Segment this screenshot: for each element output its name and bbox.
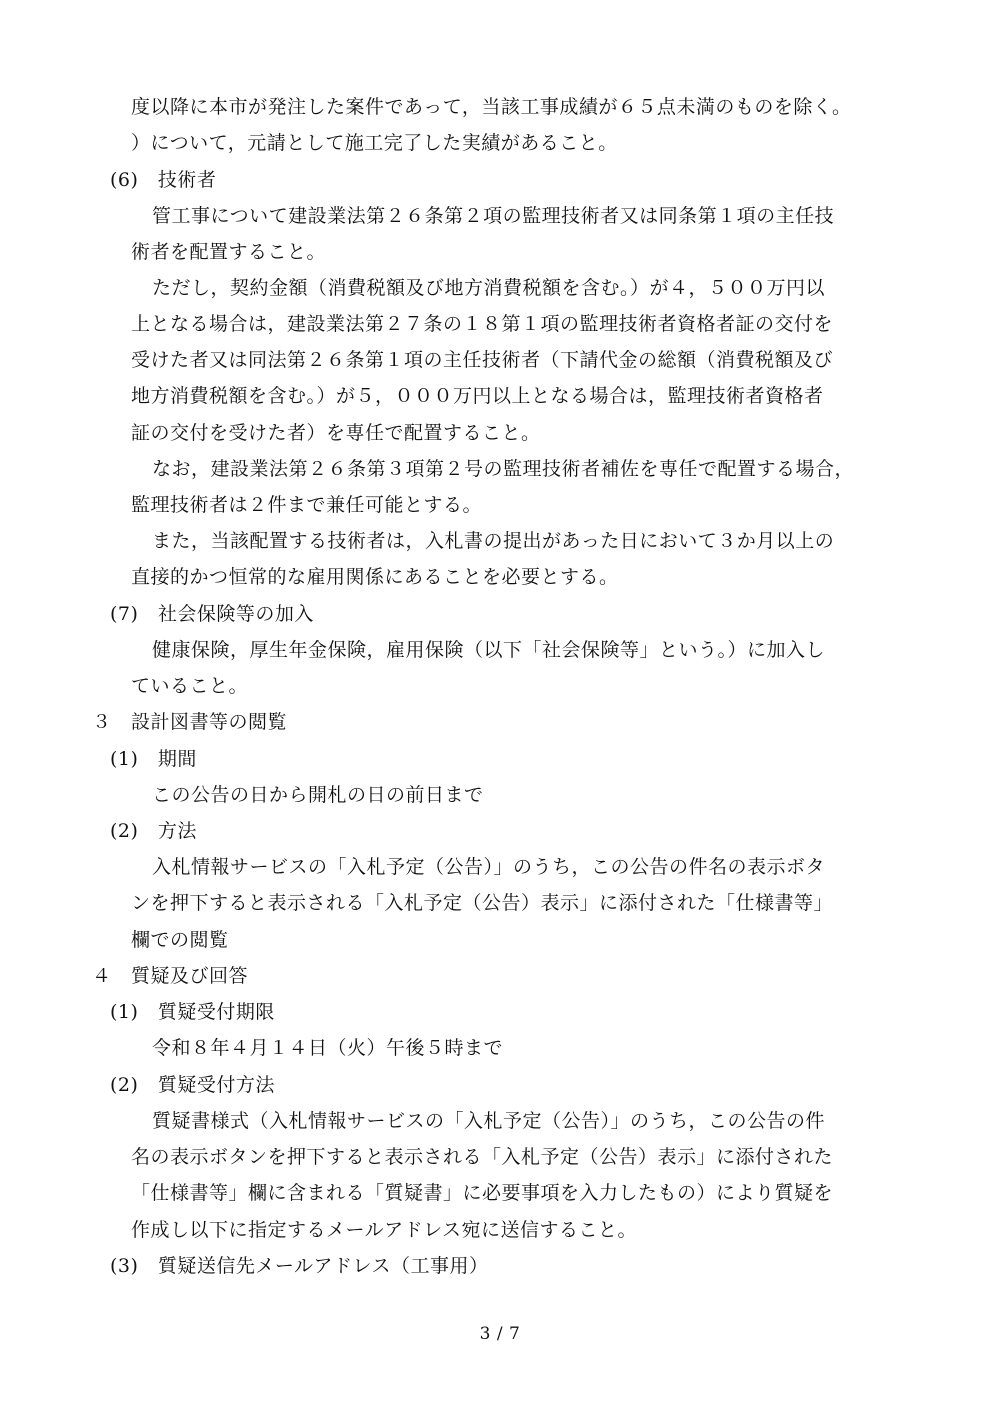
text-line: 欄での閲覧	[131, 929, 229, 951]
text-line: 作成し以下に指定するメールアドレス宛に送信すること。	[131, 1219, 638, 1241]
text-line: 質疑書様式（入札情報サービスの「入札予定（公告）」のうち，この公告の件	[152, 1110, 826, 1132]
text-line: 名の表示ボタンを押下すると表示される「入札予定（公告）表示」に添付された	[131, 1146, 834, 1168]
text-line: 受けた者又は同法第２６条第１項の主任技術者（下請代金の総額（消費税額及び	[131, 349, 834, 371]
text-line: 入札情報サービスの「入札予定（公告）」のうち，この公告の件名の表示ボタ	[152, 856, 826, 878]
heading-3-email-address: (3) 質疑送信先メールアドレス（工事用）	[110, 1255, 489, 1277]
heading-1-deadline: (1) 質疑受付期限	[110, 1001, 275, 1023]
heading-2-submission-method: (2) 質疑受付方法	[110, 1074, 275, 1096]
heading-6-technician: (6) 技術者	[110, 169, 217, 191]
text-line: 地方消費税額を含む。）が５，０００万円以上となる場合は，監理技術者資格者	[131, 385, 824, 407]
heading-7-social-insurance: (7) 社会保険等の加入	[110, 603, 314, 625]
page-number: 3 / 7	[479, 1324, 521, 1344]
text-line: 上となる場合は，建設業法第２７条の１８第１項の監理技術者資格者証の交付を	[131, 313, 834, 335]
text-line: 「仕様書等」欄に含まれる「質疑書」に必要事項を入力したもの）により質疑を	[131, 1182, 834, 1204]
heading-2-method: (2) 方法	[110, 820, 197, 842]
text-line: 度以降に本市が発注した案件であって，当該工事成績が６５点未満のものを除く。	[131, 96, 852, 118]
text-line: 監理技術者は２件まで兼任可能とする。	[131, 494, 483, 516]
section-3-heading: ３ 設計図書等の閲覧	[92, 711, 288, 733]
section-4-heading: ４ 質疑及び回答	[92, 965, 249, 987]
text-line: ていること。	[131, 675, 249, 697]
text-line: なお，建設業法第２６条第３項第２号の監理技術者補佐を専任で配置する場合，	[152, 458, 855, 480]
text-line: ンを押下すると表示される「入札予定（公告）表示」に添付された「仕様書等」	[131, 892, 834, 914]
text-line: ）について，元請として施工完了した実績があること。	[131, 132, 618, 154]
text-line: 術者を配置すること。	[131, 241, 327, 263]
text-line: 直接的かつ恒常的な雇用関係にあることを必要とする。	[131, 566, 619, 588]
heading-1-period: (1) 期間	[110, 748, 197, 770]
text-line: 令和８年４月１４日（火）午後５時まで	[152, 1037, 504, 1059]
text-line: ただし，契約金額（消費税額及び地方消費税額を含む。）が４，５００万円以	[152, 277, 826, 299]
text-line: 管工事について建設業法第２６条第２項の監理技術者又は同条第１項の主任技	[152, 205, 835, 227]
text-line: 証の交付を受けた者）を専任で配置すること。	[131, 422, 541, 444]
text-line: この公告の日から開札の日の前日まで	[152, 784, 484, 806]
text-line: また，当該配置する技術者は，入札書の提出があった日において３か月以上の	[152, 530, 835, 552]
text-line: 健康保険，厚生年金保険，雇用保険（以下「社会保険等」という。）に加入し	[152, 639, 826, 661]
